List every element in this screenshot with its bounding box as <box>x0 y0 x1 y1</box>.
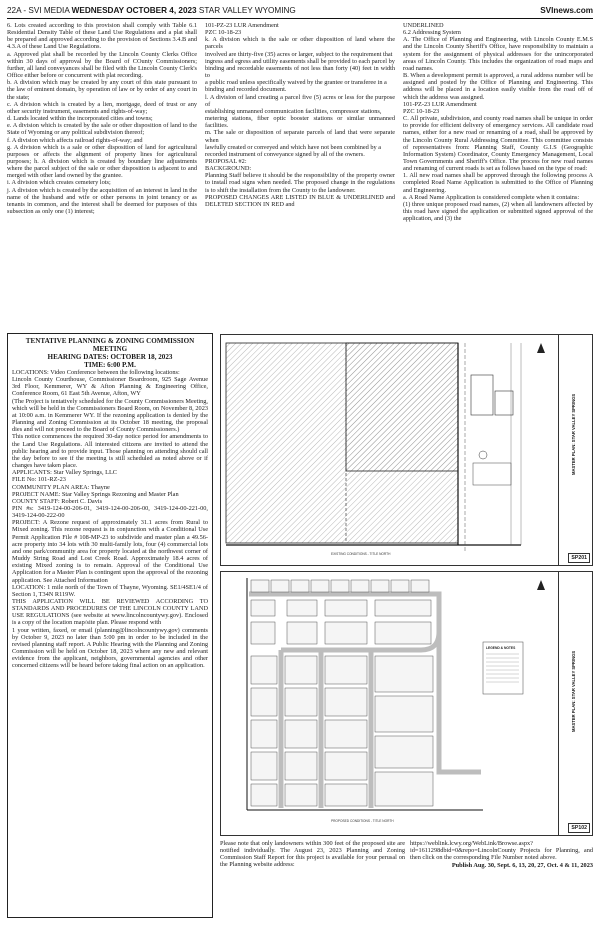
col1-para: j. A division which is created by the acquisition of an interest in land in the name of the husband and wife or other persons in joint tenancy or as tenants in common, and the interest shall be deemed for purposes of this subsection as only one (1) interest; <box>7 186 197 216</box>
col2-para: m. The sale or disposition of separate parcels of land that were separate when <box>205 129 395 144</box>
notice-para: FILE No: 101-RZ-23 <box>12 476 66 484</box>
notice-title: TENTATIVE PLANNING & ZONING COMMISSION MEETING <box>25 337 195 353</box>
col1-para: 6. Lots created according to this provision shall comply with Table 6.1 Residential Density Table of these Land Use Regulations and a plat shall be prepared and approved according to the provision of Sections 3.4.B and 4.3.A of these Land Use Regulations. <box>7 22 197 51</box>
col2-para: establishing unmanned communication facilities, compressor stations, <box>205 107 382 115</box>
col2-para: Planning Staff believe it should be the responsibility of the property owner to install road signs when needed. The proposed change in the regulations is to shift the installation from the County to the landowner. <box>205 172 395 194</box>
title-block-name: MASTER PLAN: STAR VALLEY SPRINGS <box>571 393 576 475</box>
site-plan-proposed <box>220 571 593 836</box>
col2-para: k. A division which is the sale or other disposition of land where the parcels <box>205 36 395 51</box>
notice-para: Lincoln County Courthouse, Commissioner Boardroom, 925 Sage Avenue 3rd Floor, Kemmerer, WY & Afton Planning & Engineering Office, Conference Room, 61 East 5th Avenue, Afton, WY <box>12 376 208 398</box>
notice-para: LOCATIONS: Video Conference between the following locations: <box>12 369 180 376</box>
title-block <box>558 335 592 565</box>
landowner-note-text: Please note that only landowners within 300 feet of the proposed site are notified individually. The August 23, 2023 Planning and Zoning Commission Staff Report for this project is available for your perusal on the Planning website address: <box>220 840 405 869</box>
col2-para: PROPOSAL #2: <box>205 157 247 165</box>
page-header <box>7 4 593 17</box>
col2-para: 101-PZ-23 LUR Amendment <box>205 22 279 29</box>
paper-name: STAR VALLEY WYOMING <box>198 6 296 15</box>
weblink-note <box>410 840 593 870</box>
notice-para: PIN #s: 3419-124-00-206-01, 3419-124-00-206-00, 3419-124-00-221-00, 3419-124-00-222-00 <box>12 504 208 520</box>
notice-para: COUNTY STAFF: Robert C. Davis <box>12 497 103 505</box>
notice-para: 1 your written, faxed, or email (planning@lincolncountywy.gov) comments by October 9, 2023 no later than 5:00 pm in order to be included in the revised planning staff report. A Public Hearing with the Planning and Zoning Commission will be held on October 18, 2023 where any new and relevant evidence from the applicant, neighbors, governmental agencies and other concerned citizens will be heard before taking final action on an application. <box>12 626 208 670</box>
sheet-number: SP102 <box>568 823 590 833</box>
existing-conditions-drawing <box>221 335 560 567</box>
col1-para: d. Lands located within the incorporated cities and towns; <box>7 115 153 123</box>
col2-para: BACKGROUND: <box>205 165 252 173</box>
notice-para: (The Project is tentatively scheduled for the County Commissioners Meeting, which will be held in the Commissioners Board Room, on November 8, 2023 at 10:00 a.m. in Kemmerer WY. If the rezoning application is denied by the Planning and Zoning Commission at its October 18 meeting, the proposal dies and will not proceed to the Board of County Commissioners.) <box>12 397 208 434</box>
legend-title: LEGEND & NOTES <box>486 646 516 650</box>
notice-para: PROJECT: A Rezone request of approximately 31.1 acres from Rural to Mixed zoning. This rezone request is in conjunction with a Conditional Use Permit Application File # 108-MP-23 to subdivide and master plan a 49.56-acre property into 34 lots with 30 multi-family lots, four (4) commercial lots and one park/community area for property located at the northwest corner of Muddy String Road and Lost Creek Road. Approximately 18.4 acres of existing Mixed zoning is to remain. Approval of the Conditional Use Application for a Master Plan is contingent upon the approval of the rezoning application. See Attached Information <box>12 519 208 584</box>
col1-para: a. Approved plat shall be recorded by the Lincoln County Clerks Office within 30 days of approval by the Board of COunty Commissioners; further, all land conveyances shall be filed with the Lincoln County Clerk's Office either before or concurrent with plat recording. <box>7 50 197 80</box>
sheet-number: SP201 <box>568 553 590 563</box>
col2-para: PZC 10-18-23 <box>205 29 242 37</box>
notice-para: APPLICANTS: Star Valley Springs, LLC <box>12 469 118 477</box>
col2-para: binding and recorded document. <box>205 86 287 94</box>
col3-para: a. A Road Name Application is considered complete when it contains: <box>403 193 580 201</box>
notice-para: LOCATION: 1 mile north of the Town of Thayne, Wyoming. SE1/4SE1/4 of Section 1, T34N R119W. <box>12 583 208 598</box>
col2-para: binding and recordable easements of not less than forty (40) feet in width to <box>205 64 395 80</box>
website-link[interactable]: SVInews.com <box>540 6 593 15</box>
col3-para: 6.2 Addressing System <box>403 29 461 37</box>
drawing-caption: PROPOSED CONDITIONS - TITLE NORTH <box>331 819 394 823</box>
title-block <box>558 572 592 835</box>
section-label: 22A - SVI MEDIA <box>7 6 70 15</box>
site-plan-existing <box>220 334 593 566</box>
issue-date: WEDNESDAY OCTOBER 4, 2023 <box>71 6 197 15</box>
north-arrow-icon <box>537 580 545 590</box>
weblink-text[interactable]: https://weblink.lcwy.org/WebLink/Browse.aspx?id=1611298dbid=0&repo=LincolnCounty Projects for Planning, and then click on the corresponding File Number noted above. <box>410 840 593 862</box>
column-3 <box>403 22 593 222</box>
col3-para: 101-PZ-23 LUR Amendment <box>403 100 477 108</box>
col2-para: involved are thirty-five (35) acres or larger, subject to the requirement that <box>205 50 393 58</box>
publish-dates: Publish Aug. 30, Sept. 6, 13, 20, 27, Oct. 4 & 11, 2023 <box>451 862 593 870</box>
header-left <box>7 6 296 15</box>
col2-para: PROPOSED CHANGES ARE LISTED IN BLUE & UNDERLINED and DELETED SECTION IN RED and <box>205 193 395 208</box>
col1-para: g. A division which is a sale or other disposition of land for agricultural purposes or affects the alignment of property lines for agricultural purposes; h. A division which is created by boundary line adjustments where the parcel subject of the sale or other disposition is adjacent to and merged with other land owned by the grantee. <box>7 143 197 180</box>
notice-time: TIME: 6:00 P.M. <box>84 361 136 369</box>
col2-para: a public road unless specifically waived by the grantee or transferee in a <box>205 79 387 87</box>
col3-para: 1. All new road names shall be approved through the following process A completed Road Name Application is submitted to the Office of Planning and Engineering. <box>403 172 593 194</box>
col3-para: UNDERLINED <box>403 22 444 29</box>
col2-para: recorded instrument of conveyance signed by all of the owners. <box>205 150 365 158</box>
col2-para: ingress and egress and utility easements shall be provided to each parcel by <box>205 57 395 65</box>
col1-para: b. A division which may be created by any court of this state pursuant to the law of eminent domain, by operation of law or by order of any court in the state; <box>7 79 197 101</box>
col1-para: i. A division which creates cemetery lots; <box>7 179 111 187</box>
column-1 <box>7 22 197 215</box>
meeting-notice <box>7 333 213 918</box>
notice-para: This notice commences the required 30-day notice period for amendments to the Land Use Regulations. All interested citizens are invited to attend the public hearing and to provide input. Those planning on attending should call the day before to see if the meeting is still scheduled as noted above or if changes have taken place. <box>12 433 208 470</box>
notice-para: THIS APPLICATION WILL BE REVIEWED ACCORDING TO STANDARDS AND PROCEDURES OF THE LINCOLN COUNTY LAND USE REGULATIONS (see website at www.lincolncountywy.gov). Enclosed is a copy of the location map/site plan. Please respond with <box>12 598 208 627</box>
header-rule <box>7 18 593 19</box>
col3-para: B. When a development permit is approved, a rural address number will be assigned and posted by the Office of Planning and Engineering. This address will be placed in a location easily visible from the road off of which the address was assigned. <box>403 72 593 101</box>
col1-para: f. A division which affects railroad rights-of-way; and <box>7 136 143 144</box>
column-2 <box>205 22 395 208</box>
landowner-note <box>220 840 405 869</box>
col2-para: lawfully created or conveyed and which have not been combined by a <box>205 143 382 151</box>
notice-para: COMMUNITY PLAN AREA: Thayne <box>12 483 110 491</box>
col1-para: c. A division which is created by a lien, mortgage, deed of trust or any other security instrument, easements and rights-of-way; <box>7 100 197 115</box>
drawing-caption: EXISTING CONDITIONS - TITLE NORTH <box>331 552 391 556</box>
notice-hearing-dates: HEARING DATES: OCTOBER 18, 2023 <box>47 353 173 361</box>
col2-para: metering stations, fiber optic booster stations or similar unmanned facilities. <box>205 115 395 130</box>
parcel-hatched-ne <box>346 343 458 471</box>
col3-para: PZC 10-18-23 <box>403 107 440 115</box>
col1-para: e. A division which is created by the sale or other disposition of land to the State of Wyoming or any political subdivision thereof; <box>7 122 197 137</box>
col3-para: A. The Office of Planning and Engineering, with Lincoln County E.M.S and the Lincoln County Sheriff's Office, have responsibility to maintain a system for the assignment of physical addresses for the unincorporated areas of Lincoln County. This includes the organization of road maps and road names. <box>403 36 593 72</box>
col2-para: l. A division of land creating a parcel five (5) acres or less for the purpose of <box>205 93 395 108</box>
col3-para: (1) three unique proposed road names, (2) when all landowners affected by this road have signed the application or submitted signed approval of the application, and (3) the <box>403 200 593 223</box>
col3-para: C. All private, subdivision, and county road names shall be unique in order to provide for efficient delivery of emergency services. All candidate road names, either for a new road or renaming of a road, shall be approved by the Lincoln County Rural Addressing Committee. This committee consists of representatives from: Planning Staff, County G.I.S (Geographic Information System) Coordinator, County Emergency Management, Local Town Governments and Sheriff's Office. The process for new road names and renaming of current roads is set as follows based on the type of road: <box>403 115 593 173</box>
proposed-conditions-drawing <box>221 572 560 837</box>
title-block-name: MASTER PLAN: STAR VALLEY SPRINGS <box>571 650 576 732</box>
notice-para: PROJECT NAME: Star Valley Springs Rezoning and Master Plan <box>12 490 179 498</box>
north-arrow-icon <box>537 343 545 353</box>
